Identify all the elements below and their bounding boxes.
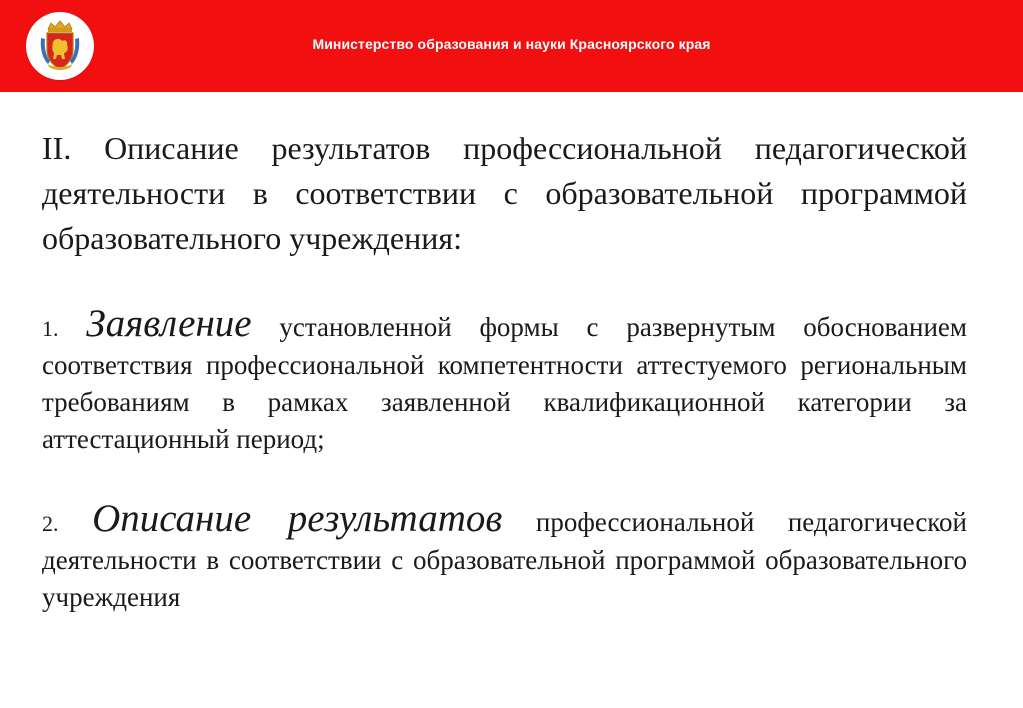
item-emphasis: Описание результатов: [92, 497, 503, 540]
header-title: Министерство образования и науки Красноярского края: [312, 36, 711, 52]
item-emphasis: Заявление: [86, 302, 252, 345]
item-text: профессиональной педагогической деятельности в соответствии с образовательной программой образовательного учреждения: [42, 507, 967, 612]
list-item: [42, 302, 967, 458]
list-item: [42, 497, 967, 616]
content: [42, 126, 967, 616]
item-number: 2.: [42, 511, 59, 536]
item-text: установленной формы с развернутым обоснованием соответствия профессиональной компетентности аттестуемого региональным требованиям в рамках заявленной квалификационной категории за аттестационный период;: [42, 312, 967, 454]
item-number: 1.: [42, 316, 59, 341]
header-bar: [0, 0, 1023, 92]
section-title: II. Описание результатов профессиональной педагогической деятельности в соответствии с образовательной программой образовательного учреждения:: [42, 130, 967, 256]
